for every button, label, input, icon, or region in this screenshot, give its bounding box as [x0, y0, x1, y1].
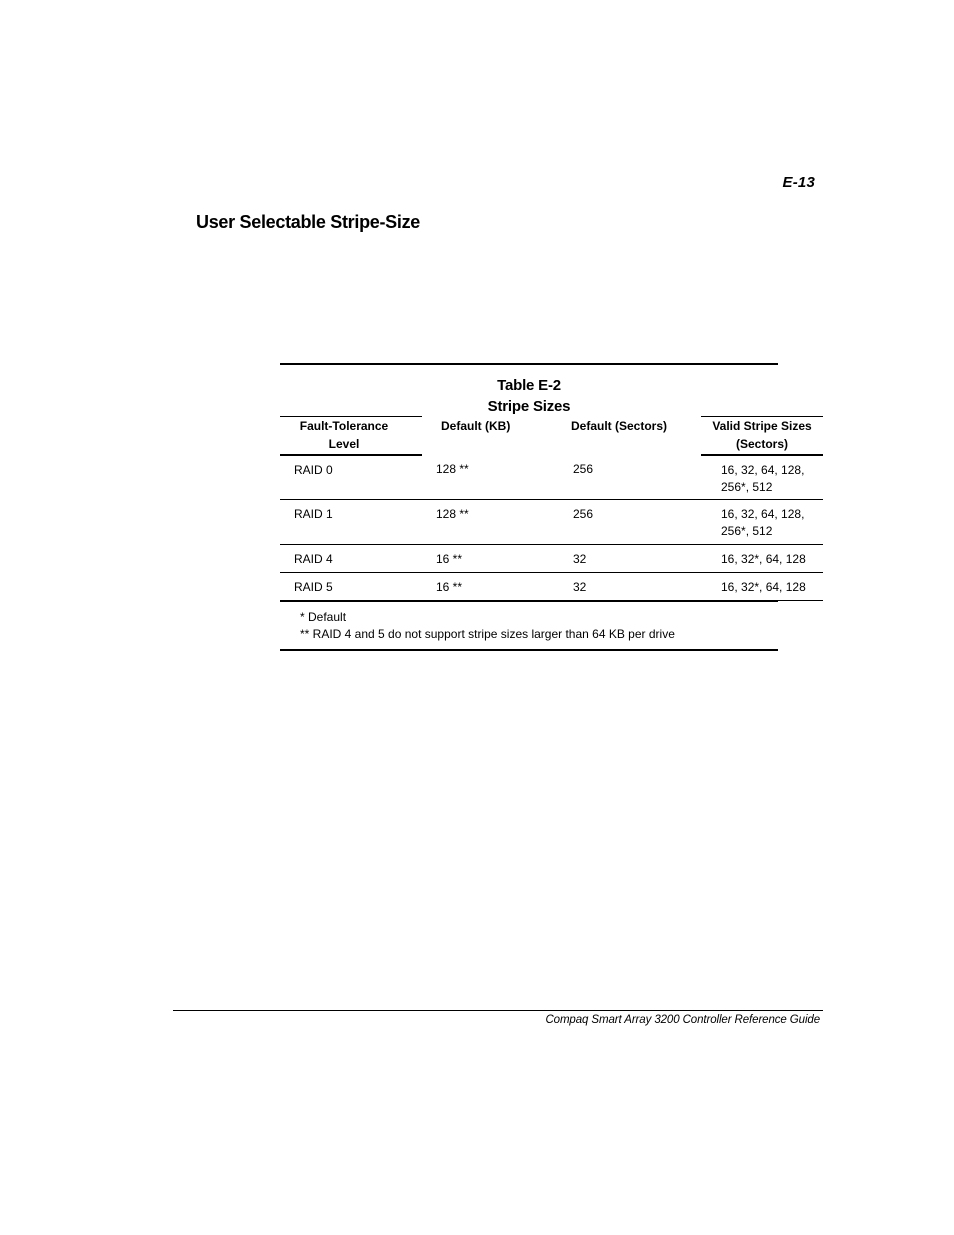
cell-default-kb: 128 ** — [422, 455, 559, 500]
table-row — [280, 545, 823, 573]
cell-default-sectors: 32 — [559, 573, 701, 601]
cell-level: RAID 4 — [280, 545, 422, 573]
table-row — [280, 500, 823, 545]
header-default-sectors: Default (Sectors) — [571, 418, 668, 433]
cell-level: RAID 0 — [280, 455, 422, 500]
note-raid-limit: ** RAID 4 and 5 do not support stripe sizes larger than 64 KB per drive — [300, 627, 675, 641]
table-header-row — [280, 417, 823, 455]
footer-rule — [173, 1010, 823, 1011]
cell-default-kb: 16 ** — [422, 545, 559, 573]
cell-valid-sizes: 16, 32, 64, 128, 256*, 512 — [701, 500, 823, 545]
header-fault-tolerance: Fault-Tolerance Level — [280, 417, 422, 455]
header-valid-stripe-sizes: Valid Stripe Sizes (Sectors) — [701, 417, 823, 455]
cell-level: RAID 5 — [280, 573, 422, 601]
note-default: * Default — [300, 610, 347, 624]
table-row — [280, 455, 823, 500]
table-caption-title: Stripe Sizes — [487, 398, 571, 415]
table-row — [280, 573, 823, 601]
footer-text: Compaq Smart Array 3200 Controller Reference Guide — [545, 1014, 820, 1026]
cell-level: RAID 1 — [280, 500, 422, 545]
cell-default-kb: 128 ** — [422, 500, 559, 545]
table-caption-number: Table E-2 — [497, 377, 561, 394]
cell-default-sectors: 32 — [559, 545, 701, 573]
page-number: E-13 — [782, 174, 815, 191]
stripe-sizes-table — [280, 416, 823, 601]
stripe-sizes-table-block — [280, 363, 812, 651]
section-title: User Selectable Stripe-Size — [196, 212, 421, 232]
cell-valid-sizes: 16, 32*, 64, 128 — [701, 573, 823, 601]
cell-default-kb: 16 ** — [422, 573, 559, 601]
cell-valid-sizes: 16, 32, 64, 128, 256*, 512 — [701, 455, 823, 500]
cell-default-sectors: 256 — [559, 455, 701, 500]
cell-default-sectors: 256 — [559, 500, 701, 545]
table-caption — [280, 365, 778, 416]
table-notes — [280, 602, 778, 651]
cell-valid-sizes: 16, 32*, 64, 128 — [701, 545, 823, 573]
header-default-kb: Default (KB) — [441, 418, 511, 433]
